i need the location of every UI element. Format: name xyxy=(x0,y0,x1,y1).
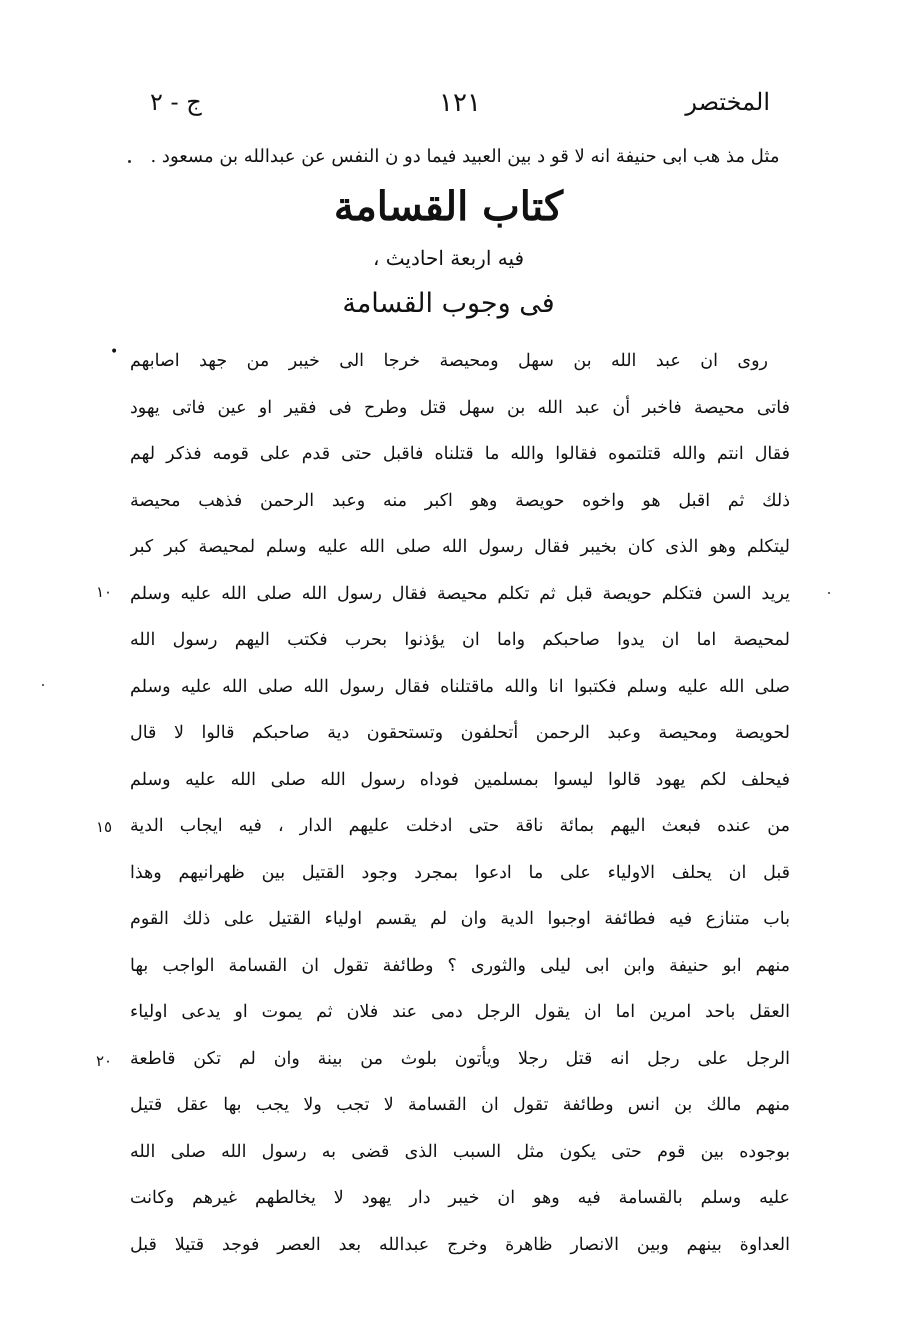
text-line: صلى الله عليه وسلم فكتبوا انا والله ماقتلناه فقال رسول الله صلى الله عليه وسلم xyxy=(130,676,790,697)
running-title: المختصر xyxy=(685,88,770,116)
text-line: روى ان عبد الله بن سهل ومحيصة خرجا الى خيبر من جهد اصابهم xyxy=(130,351,768,371)
text-line: منهم ابو حنيفة وابن ابى ليلى والثورى ؟ وطائفة تقول ان القسامة الواجب بها xyxy=(130,955,790,976)
text-line: يريد السن فتكلم حويصة قبل ثم تكلم محيصة فقال رسول الله صلى الله عليه وسلم xyxy=(130,583,790,604)
text-line: عليه وسلم بالقسامة فيه وهو ان خيبر دار يهود لا يخالطهم غيرهم وكانت xyxy=(130,1188,790,1208)
body-text xyxy=(130,338,790,1268)
text-line: فقال انتم والله قتلتموه فقالوا والله ما قتلناه فاقبل حتى قدم على قومه فذكر لهم xyxy=(130,444,790,464)
text-line: لمحيصة اما ان يدوا صاحبكم واما ان يؤذنوا بحرب فكتب اليهم رسول الله xyxy=(130,630,790,650)
paragraph-bullet: • xyxy=(110,344,119,360)
page-header xyxy=(150,88,770,128)
text-line: فاتى محيصة فاخبر أن عبد الله بن سهل قتل وطرح فى فقير او عين فاتى يهود xyxy=(130,397,790,418)
text-line: ليتكلم وهو الذى كان بخيبر فقال رسول الله صلى الله عليه وسلم لمحيصة كبر كبر xyxy=(130,537,790,557)
book-subtitle: فيه اربعة احاديث ، xyxy=(372,246,525,270)
text-line: العقل باحد امرين اما ان يقول الرجل دمى عند فلان ثم يموت او يدعى اولياء xyxy=(130,1002,790,1022)
continuation-line: مثل مذ هب ابى حنيفة انه لا قو د بين العبيد فيما دو ن النفس عن عبدالله بن مسعود . xyxy=(150,146,780,167)
text-line: بوجوده بين قوم حتى يكون مثل السبب الذى قضى به رسول الله صلى الله xyxy=(130,1141,790,1162)
text-line: الرجل على رجل انه قتل رجلا ويأتون بلوث من بينة وان لم تكن قاطعة xyxy=(130,1048,790,1069)
scan-speck xyxy=(828,592,830,594)
page-number: ١٢١ xyxy=(439,88,481,118)
scan-speck xyxy=(42,684,44,686)
scan-speck xyxy=(128,160,131,163)
line-number-marker: ٢٠ xyxy=(96,1052,113,1070)
line-number-marker: ١٥ xyxy=(96,818,113,836)
book-title: كتاب القسامة xyxy=(333,183,564,230)
text-line: ذلك ثم اقبل هو واخوه حويصة وهو اكبر منه وعبد الرحمن فذهب محيصة xyxy=(130,490,790,511)
section-title: فى وجوب القسامة xyxy=(342,288,555,319)
text-line: فيحلف لكم يهود قالوا ليسوا بمسلمين فوداه رسول الله صلى الله عليه وسلم xyxy=(130,769,790,790)
text-line: العداوة بينهم وبين الانصار ظاهرة وخرج عبدالله بعد العصر فوجد قتيلا قبل xyxy=(130,1234,790,1255)
text-line: من عنده فبعث اليهم بمائة ناقة حتى ادخلت عليهم الدار ، فيه ايجاب الدية xyxy=(130,816,790,836)
volume-label: ج - ٢ xyxy=(150,88,202,116)
text-line: منهم مالك بن انس وطائفة تقول ان القسامة لا تجب ولا يجب بها عقل قتيل xyxy=(130,1095,790,1115)
line-number-marker: ١٠ xyxy=(96,583,113,601)
text-line: باب متنازع فيه فطائفة اوجبوا الدية وان لم يقسم اولياء القتيل على ذلك القوم xyxy=(130,909,790,929)
text-line: قبل ان يحلف الاولياء على ما ادعوا بمجرد وجود القتيل بين ظهرانيهم وهذا xyxy=(130,862,790,883)
text-line: لحويصة ومحيصة وعبد الرحمن أتحلفون وتستحقون دية صاحبكم قالوا لا قال xyxy=(130,723,790,743)
